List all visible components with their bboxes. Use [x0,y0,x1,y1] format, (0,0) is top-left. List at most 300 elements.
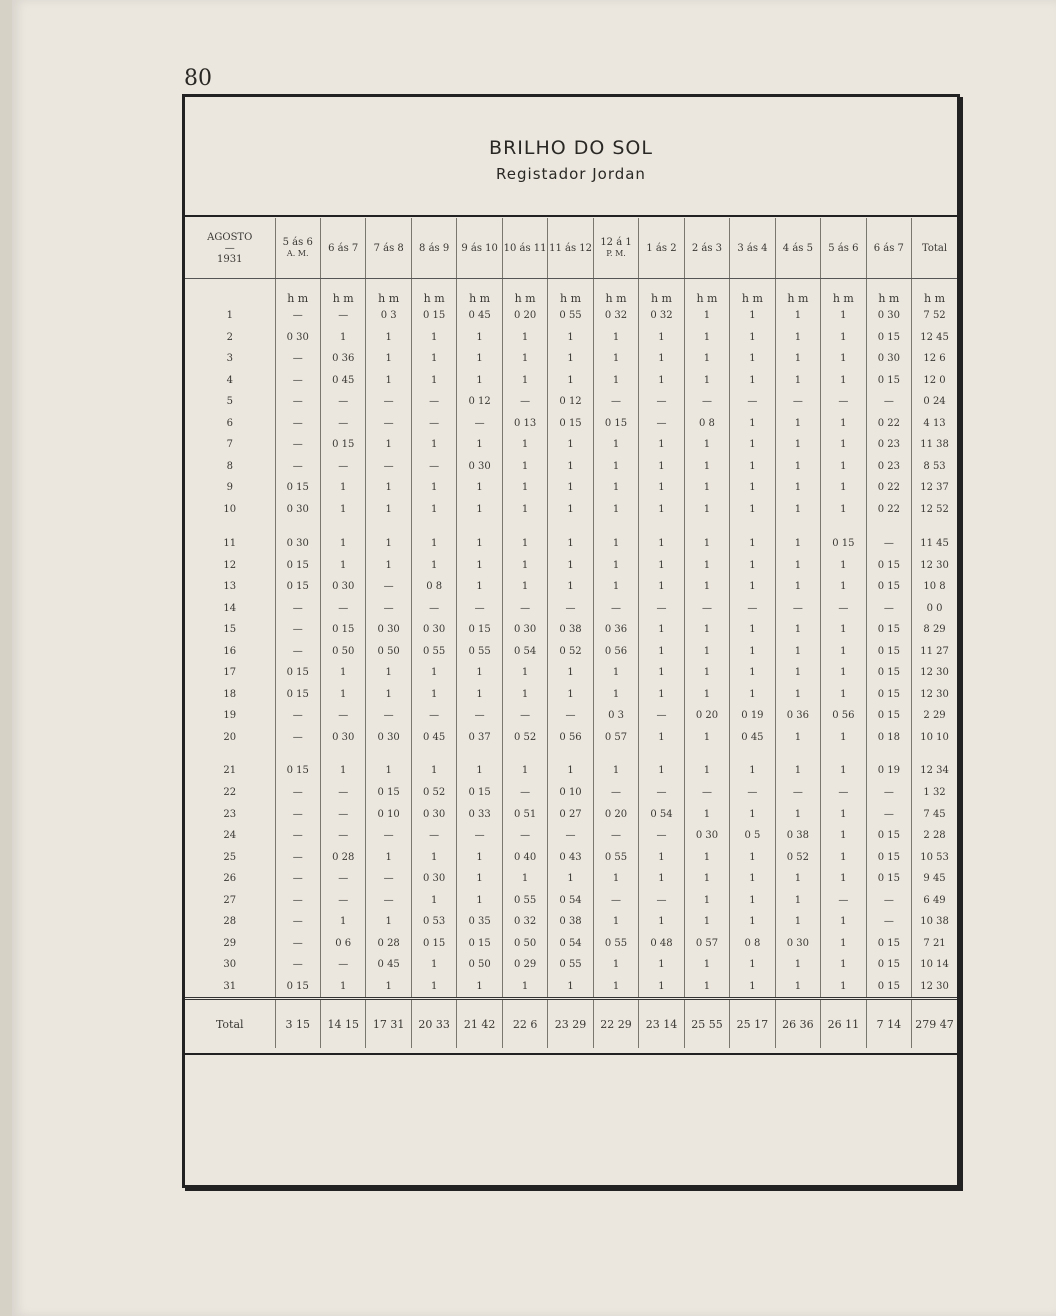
column-header [912,218,957,279]
value-cell: — [775,391,820,413]
value-cell: 8 53 [912,455,957,477]
value-cell: 1 [548,976,593,999]
day-cell: 14 [223,602,237,614]
value-cell: 0 43 [548,847,593,869]
value-cell: 0 15 [275,683,320,705]
value-cell: 1 [593,683,638,705]
value-cell: 1 [821,825,866,847]
units-cell: h m [548,279,593,305]
value-cell: 1 [821,804,866,826]
value-cell: 1 [639,576,684,598]
value-cell: 0 6 [320,933,365,955]
value-cell: 1 [366,847,411,869]
year-label: 1931 [217,253,243,265]
table-row [185,412,957,434]
day-cell: 15 [223,624,237,635]
value-cell: — [275,911,320,933]
value-cell: — [593,597,638,619]
units-cell: h m [502,279,547,305]
table-row [185,804,957,826]
value-cell: 1 [639,748,684,782]
value-cell: 1 [775,520,820,554]
value-cell: 9 45 [912,868,957,890]
value-cell: — [821,890,866,912]
value-cell: 1 [320,911,365,933]
value-cell: 1 [775,554,820,576]
value-cell: 0 55 [502,890,547,912]
value-cell: 0 45 [411,726,456,748]
value-cell: 0 15 [320,619,365,641]
value-cell: 1 [730,412,775,434]
value-cell: 1 [730,640,775,662]
value-cell: 1 [775,726,820,748]
value-cell: 10 14 [912,954,957,976]
value-cell: 1 [821,619,866,641]
value-cell: — [320,890,365,912]
value-cell: 1 [730,619,775,641]
value-cell: 0 15 [866,847,911,869]
value-cell: 1 [320,662,365,684]
value-cell: 1 [593,954,638,976]
day-cell: 3 [226,353,233,365]
value-cell: 1 [320,498,365,520]
value-cell: — [320,597,365,619]
value-cell: 1 [502,369,547,391]
column-header [411,218,456,279]
value-cell: 0 19 [730,705,775,727]
value-cell: 1 [320,520,365,554]
value-cell: — [866,597,911,619]
value-cell: 10 8 [912,576,957,598]
value-cell: 1 [730,520,775,554]
value-cell: 1 [457,498,502,520]
value-cell: — [821,597,866,619]
value-cell: 1 [821,477,866,499]
value-cell: 1 [775,619,820,641]
value-cell: — [593,890,638,912]
column-header-label: 12 á 1 [600,237,632,248]
day-cell: 1 [226,310,233,322]
value-cell: 0 55 [593,933,638,955]
value-cell: — [320,705,365,727]
value-cell: 1 [639,554,684,576]
value-cell: 1 [684,576,729,598]
table-body [185,279,957,1049]
value-cell: 0 45 [457,305,502,327]
value-cell: — [411,412,456,434]
day-cell: 4 [226,374,233,386]
table-frame [182,94,960,1188]
value-cell: 0 51 [502,804,547,826]
value-cell: 1 [366,477,411,499]
value-cell: 1 [639,683,684,705]
value-cell: 2 28 [912,825,957,847]
value-cell: 1 [684,748,729,782]
value-cell: 0 15 [866,825,911,847]
value-cell: 0 13 [502,412,547,434]
units-blank [185,279,275,305]
total-cell: 26 36 [775,999,820,1048]
value-cell: 1 [684,305,729,327]
value-cell: 0 22 [866,498,911,520]
value-cell: — [275,825,320,847]
value-cell: — [730,391,775,413]
table-row [185,369,957,391]
value-cell: 12 30 [912,554,957,576]
value-cell: 0 56 [548,726,593,748]
value-cell: — [639,890,684,912]
value-cell: — [275,804,320,826]
page [12,0,1056,1316]
value-cell: — [320,868,365,890]
value-cell: 1 [457,890,502,912]
day-cell: 29 [223,937,237,949]
value-cell: 0 30 [275,326,320,348]
day-cell: 22 [223,787,237,799]
value-cell: 1 [502,455,547,477]
value-cell: 1 [684,847,729,869]
column-header [320,218,365,279]
units-cell: h m [593,279,638,305]
total-cell: 25 17 [730,999,775,1048]
value-cell: — [366,391,411,413]
value-cell: — [639,705,684,727]
value-cell: — [866,520,911,554]
value-cell: — [593,825,638,847]
column-header-label: 6 ás 7 [873,242,904,254]
value-cell: 0 23 [866,434,911,456]
value-cell: 1 [411,662,456,684]
value-cell: 1 [775,326,820,348]
value-cell: 12 0 [912,369,957,391]
value-cell: 1 [548,520,593,554]
value-cell: 1 [684,455,729,477]
value-cell: 1 [411,369,456,391]
value-cell: 1 [593,868,638,890]
value-cell: 1 [366,976,411,999]
value-cell: 1 [775,477,820,499]
value-cell: — [639,391,684,413]
value-cell: — [366,412,411,434]
day-cell: 30 [223,959,237,971]
value-cell: 1 [639,662,684,684]
value-cell: 1 [548,662,593,684]
value-cell: 1 [548,554,593,576]
day-cell: 27 [223,894,237,906]
value-cell: 0 15 [593,412,638,434]
value-cell: 1 [457,326,502,348]
total-cell: 20 33 [411,999,456,1048]
value-cell: 1 [821,847,866,869]
units-cell: h m [366,279,411,305]
value-cell: 1 [502,520,547,554]
value-cell: 1 [684,804,729,826]
value-cell: 0 15 [866,954,911,976]
value-cell: 1 32 [912,782,957,804]
value-cell: 0 15 [866,868,911,890]
day-cell: 7 [226,439,233,451]
value-cell: — [775,782,820,804]
value-cell: 11 45 [912,520,957,554]
value-cell: 1 [366,369,411,391]
value-cell: 1 [775,804,820,826]
table-row [185,640,957,662]
value-cell: 1 [320,748,365,782]
value-cell: 0 38 [548,911,593,933]
value-cell: 1 [411,683,456,705]
value-cell: 1 [411,554,456,576]
value-cell: 0 45 [730,726,775,748]
value-cell: 1 [457,662,502,684]
value-cell: 1 [639,498,684,520]
column-header [821,218,866,279]
value-cell: 1 [821,640,866,662]
value-cell: — [593,391,638,413]
value-cell: 1 [502,477,547,499]
value-cell: 1 [548,455,593,477]
value-cell: — [502,705,547,727]
value-cell: 1 [775,662,820,684]
value-cell: 0 12 [457,391,502,413]
value-cell: 1 [366,498,411,520]
value-cell: 1 [593,348,638,370]
value-cell: 1 [502,576,547,598]
value-cell: — [502,825,547,847]
value-cell: 1 [684,498,729,520]
units-row [185,279,957,305]
value-cell: 0 32 [639,305,684,327]
value-cell: 1 [548,434,593,456]
value-cell: 1 [457,976,502,999]
value-cell: 1 [593,662,638,684]
value-cell: 1 [684,683,729,705]
value-cell: 1 [730,305,775,327]
header-row [185,218,957,279]
value-cell: 1 [775,868,820,890]
value-cell: 0 10 [548,782,593,804]
value-cell: 0 3 [593,705,638,727]
month-dash: — [224,242,235,254]
units-cell: h m [275,279,320,305]
column-header [730,218,775,279]
month-label: AGOSTO [207,231,253,243]
value-cell: 1 [366,434,411,456]
value-cell: 1 [366,748,411,782]
value-cell: — [639,412,684,434]
value-cell: — [275,705,320,727]
value-cell: — [548,597,593,619]
value-cell: 0 53 [411,911,456,933]
day-cell: 20 [223,731,237,743]
value-cell: 1 [457,554,502,576]
value-cell: — [320,455,365,477]
value-cell: 1 [411,954,456,976]
value-cell: 1 [821,455,866,477]
value-cell: 1 [366,520,411,554]
value-cell: 1 [593,576,638,598]
value-cell: 1 [775,369,820,391]
value-cell: 1 [684,976,729,999]
value-cell: — [275,305,320,327]
value-cell: 1 [639,348,684,370]
value-cell: 1 [639,434,684,456]
table-row [185,619,957,641]
value-cell: — [593,782,638,804]
table-row [185,305,957,327]
value-cell: 1 [730,498,775,520]
value-cell: 1 [502,554,547,576]
value-cell: 1 [775,890,820,912]
value-cell: — [411,391,456,413]
value-cell: — [275,619,320,641]
value-cell: 12 45 [912,326,957,348]
value-cell: 1 [821,554,866,576]
value-cell: — [457,597,502,619]
value-cell: 1 [684,369,729,391]
value-cell: — [684,597,729,619]
value-cell: 1 [411,498,456,520]
value-cell: — [275,726,320,748]
table-row [185,748,957,782]
value-cell: 0 12 [548,391,593,413]
day-cell: 17 [223,667,237,678]
value-cell: — [866,782,911,804]
value-cell: — [275,455,320,477]
page-number: 80 [184,66,212,91]
value-cell: 12 6 [912,348,957,370]
value-cell: 1 [593,326,638,348]
total-row [185,999,957,1048]
value-cell: 12 30 [912,976,957,999]
value-cell: 0 15 [457,619,502,641]
value-cell: 0 30 [502,619,547,641]
value-cell: 1 [411,348,456,370]
value-cell: 0 15 [866,933,911,955]
units-cell: h m [775,279,820,305]
value-cell: 0 8 [684,412,729,434]
value-cell: 1 [411,326,456,348]
value-cell: — [411,597,456,619]
value-cell: 1 [411,477,456,499]
value-cell: 1 [593,520,638,554]
value-cell: 0 52 [775,847,820,869]
value-cell: 0 35 [457,911,502,933]
value-cell: 1 [730,554,775,576]
value-cell: — [411,455,456,477]
value-cell: 10 38 [912,911,957,933]
value-cell: 2 29 [912,705,957,727]
value-cell: 1 [684,640,729,662]
value-cell: 1 [821,434,866,456]
value-cell: 1 [730,683,775,705]
value-cell: 0 30 [411,619,456,641]
value-cell: 1 [593,911,638,933]
value-cell: 0 55 [548,954,593,976]
value-cell: 1 [411,748,456,782]
value-cell: 11 38 [912,434,957,456]
units-cell: h m [411,279,456,305]
value-cell: 1 [366,326,411,348]
value-cell: — [639,825,684,847]
value-cell: 0 56 [821,705,866,727]
value-cell: 1 [457,369,502,391]
units-cell: h m [684,279,729,305]
value-cell: 0 52 [411,782,456,804]
value-cell: 1 [684,890,729,912]
value-cell: — [275,954,320,976]
value-cell: — [275,391,320,413]
value-cell: — [366,890,411,912]
value-cell: 0 15 [866,683,911,705]
value-cell: 0 29 [502,954,547,976]
value-cell: 1 [593,976,638,999]
value-cell: — [275,369,320,391]
value-cell: 0 55 [457,640,502,662]
value-cell: 0 15 [275,748,320,782]
day-cell: 10 [223,503,237,515]
value-cell: 0 30 [366,726,411,748]
value-cell: — [320,412,365,434]
value-cell: — [502,597,547,619]
value-cell: 1 [684,911,729,933]
value-cell: 0 20 [684,705,729,727]
value-cell: 0 40 [502,847,547,869]
table-row [185,434,957,456]
value-cell: 8 29 [912,619,957,641]
value-cell: 1 [411,890,456,912]
total-cell: 14 15 [320,999,365,1048]
value-cell: 1 [639,640,684,662]
value-cell: 1 [502,683,547,705]
value-cell: 1 [775,576,820,598]
value-cell: 1 [366,662,411,684]
value-cell: 1 [593,498,638,520]
value-cell: 1 [639,326,684,348]
value-cell: — [275,933,320,955]
value-cell: 1 [457,576,502,598]
value-cell: 0 15 [411,933,456,955]
value-cell: 7 52 [912,305,957,327]
value-cell: 1 [502,976,547,999]
value-cell: 0 15 [866,705,911,727]
table-row [185,477,957,499]
table-row [185,391,957,413]
top-rule [185,215,957,217]
value-cell: 1 [548,868,593,890]
total-cell: 17 31 [366,999,411,1048]
value-cell: 0 15 [366,782,411,804]
value-cell: 0 37 [457,726,502,748]
value-cell: — [866,911,911,933]
value-cell: — [320,305,365,327]
value-cell: 1 [821,954,866,976]
value-cell: — [275,348,320,370]
total-cell: 21 42 [457,999,502,1048]
value-cell: 1 [775,640,820,662]
value-cell: 1 [457,847,502,869]
value-cell: 0 50 [457,954,502,976]
value-cell: 0 22 [866,477,911,499]
value-cell: 0 15 [866,369,911,391]
value-cell: 1 [775,498,820,520]
value-cell: — [275,868,320,890]
table-row [185,348,957,370]
total-cell: 22 29 [593,999,638,1048]
value-cell: 0 54 [502,640,547,662]
column-header [548,218,593,279]
value-cell: 1 [730,369,775,391]
value-cell: 1 [821,933,866,955]
